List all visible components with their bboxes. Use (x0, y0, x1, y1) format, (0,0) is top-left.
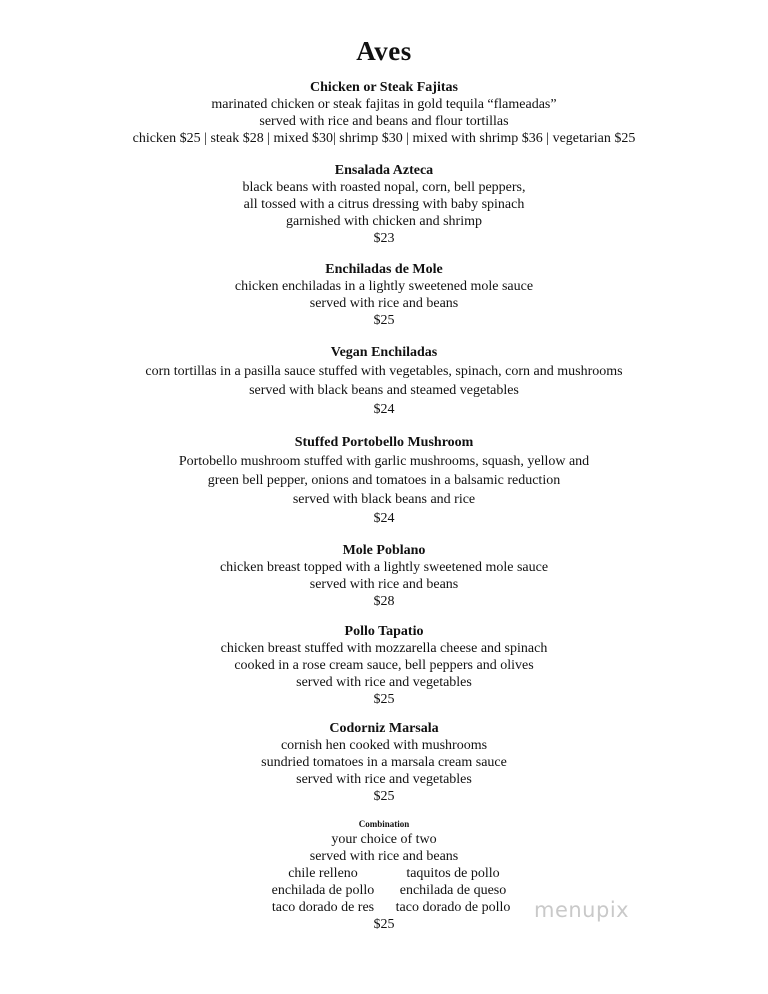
item-description-line: served with rice and beans (309, 849, 459, 864)
item-name: Vegan Enchiladas (330, 345, 438, 360)
item-price: $25 (373, 692, 395, 707)
combination-option: chile relleno (288, 866, 358, 881)
item-description-line: corn tortillas in a pasilla sauce stuffed with vegetables, spinach, corn and mushrooms (145, 364, 623, 379)
item-name: Pollo Tapatio (344, 624, 424, 639)
item-price: $24 (373, 402, 395, 417)
item-description-line: served with black beans and rice (292, 492, 476, 507)
item-description-line: served with rice and beans (309, 296, 459, 311)
watermark: menupix (534, 898, 630, 922)
combination-option: taco dorado de res (271, 900, 375, 915)
item-description-line: your choice of two (331, 832, 437, 847)
item-description-line: chicken enchiladas in a lightly sweetened mole sauce (234, 279, 534, 294)
item-description-line: served with rice and vegetables (296, 772, 472, 787)
item-price: $28 (373, 594, 395, 609)
menu-item-chicken-or-steak-fajitas (0, 79, 768, 147)
item-price: $23 (373, 231, 395, 246)
item-description-line: served with rice and beans and flour tortillas (259, 114, 509, 129)
item-description-line: served with rice and vegetables (296, 675, 472, 690)
item-description-line: served with rice and beans (309, 577, 459, 592)
menu-item-combination (0, 817, 768, 933)
menu-item-enchiladas-de-mole (0, 261, 768, 329)
item-price: $25 (373, 313, 395, 328)
item-description-line: chicken breast stuffed with mozzarella cheese and spinach (220, 641, 548, 656)
combination-option: taco dorado de pollo (395, 900, 511, 915)
item-name: Codorniz Marsala (329, 721, 439, 736)
item-price: $25 (373, 789, 395, 804)
menu-item-mole-poblano (0, 542, 768, 610)
item-price: $25 (373, 917, 395, 932)
combination-option: taquitos de pollo (406, 866, 500, 881)
menu-item-ensalada-azteca (0, 162, 768, 247)
item-description-line: chicken breast topped with a lightly sweetened mole sauce (219, 560, 549, 575)
item-description-line: cornish hen cooked with mushrooms (280, 738, 488, 753)
item-description-line: served with black beans and steamed vegetables (249, 383, 519, 398)
menu-item-codorniz-marsala (0, 720, 768, 805)
item-description-line: cooked in a rose cream sauce, bell peppers and olives (234, 658, 534, 673)
item-name: Ensalada Azteca (334, 163, 434, 178)
item-description-line: garnished with chicken and shrimp (286, 214, 482, 229)
item-name: Chicken or Steak Fajitas (310, 80, 458, 95)
item-price-line: chicken $25 | steak $28 | mixed $30| shrimp $30 | mixed with shrimp $36 | vegetarian $25 (132, 131, 636, 146)
item-name: Stuffed Portobello Mushroom (294, 435, 474, 450)
item-description-line: all tossed with a citrus dressing with baby spinach (243, 197, 525, 212)
menu-item-pollo-tapatio (0, 623, 768, 708)
item-description-line: sundried tomatoes in a marsala cream sauce (261, 755, 507, 770)
item-price: $24 (373, 511, 395, 526)
item-name: Mole Poblano (342, 543, 426, 558)
page-title: Aves (356, 36, 412, 66)
item-description-line: Portobello mushroom stuffed with garlic mushrooms, squash, yellow and (178, 454, 590, 469)
item-description-line: marinated chicken or steak fajitas in gold tequila “flameadas” (211, 97, 557, 112)
item-name: Enchiladas de Mole (325, 262, 443, 277)
combination-option: enchilada de queso (399, 883, 507, 898)
combination-options (8, 865, 768, 916)
item-name: Combination (358, 819, 410, 829)
menu-item-stuffed-portobello-mushroom (0, 433, 768, 528)
combination-option: enchilada de pollo (271, 883, 375, 898)
item-description-line: black beans with roasted nopal, corn, bell peppers, (242, 180, 526, 195)
menu-item-vegan-enchiladas (0, 343, 768, 419)
item-description-line: green bell pepper, onions and tomatoes in a balsamic reduction (207, 473, 561, 488)
